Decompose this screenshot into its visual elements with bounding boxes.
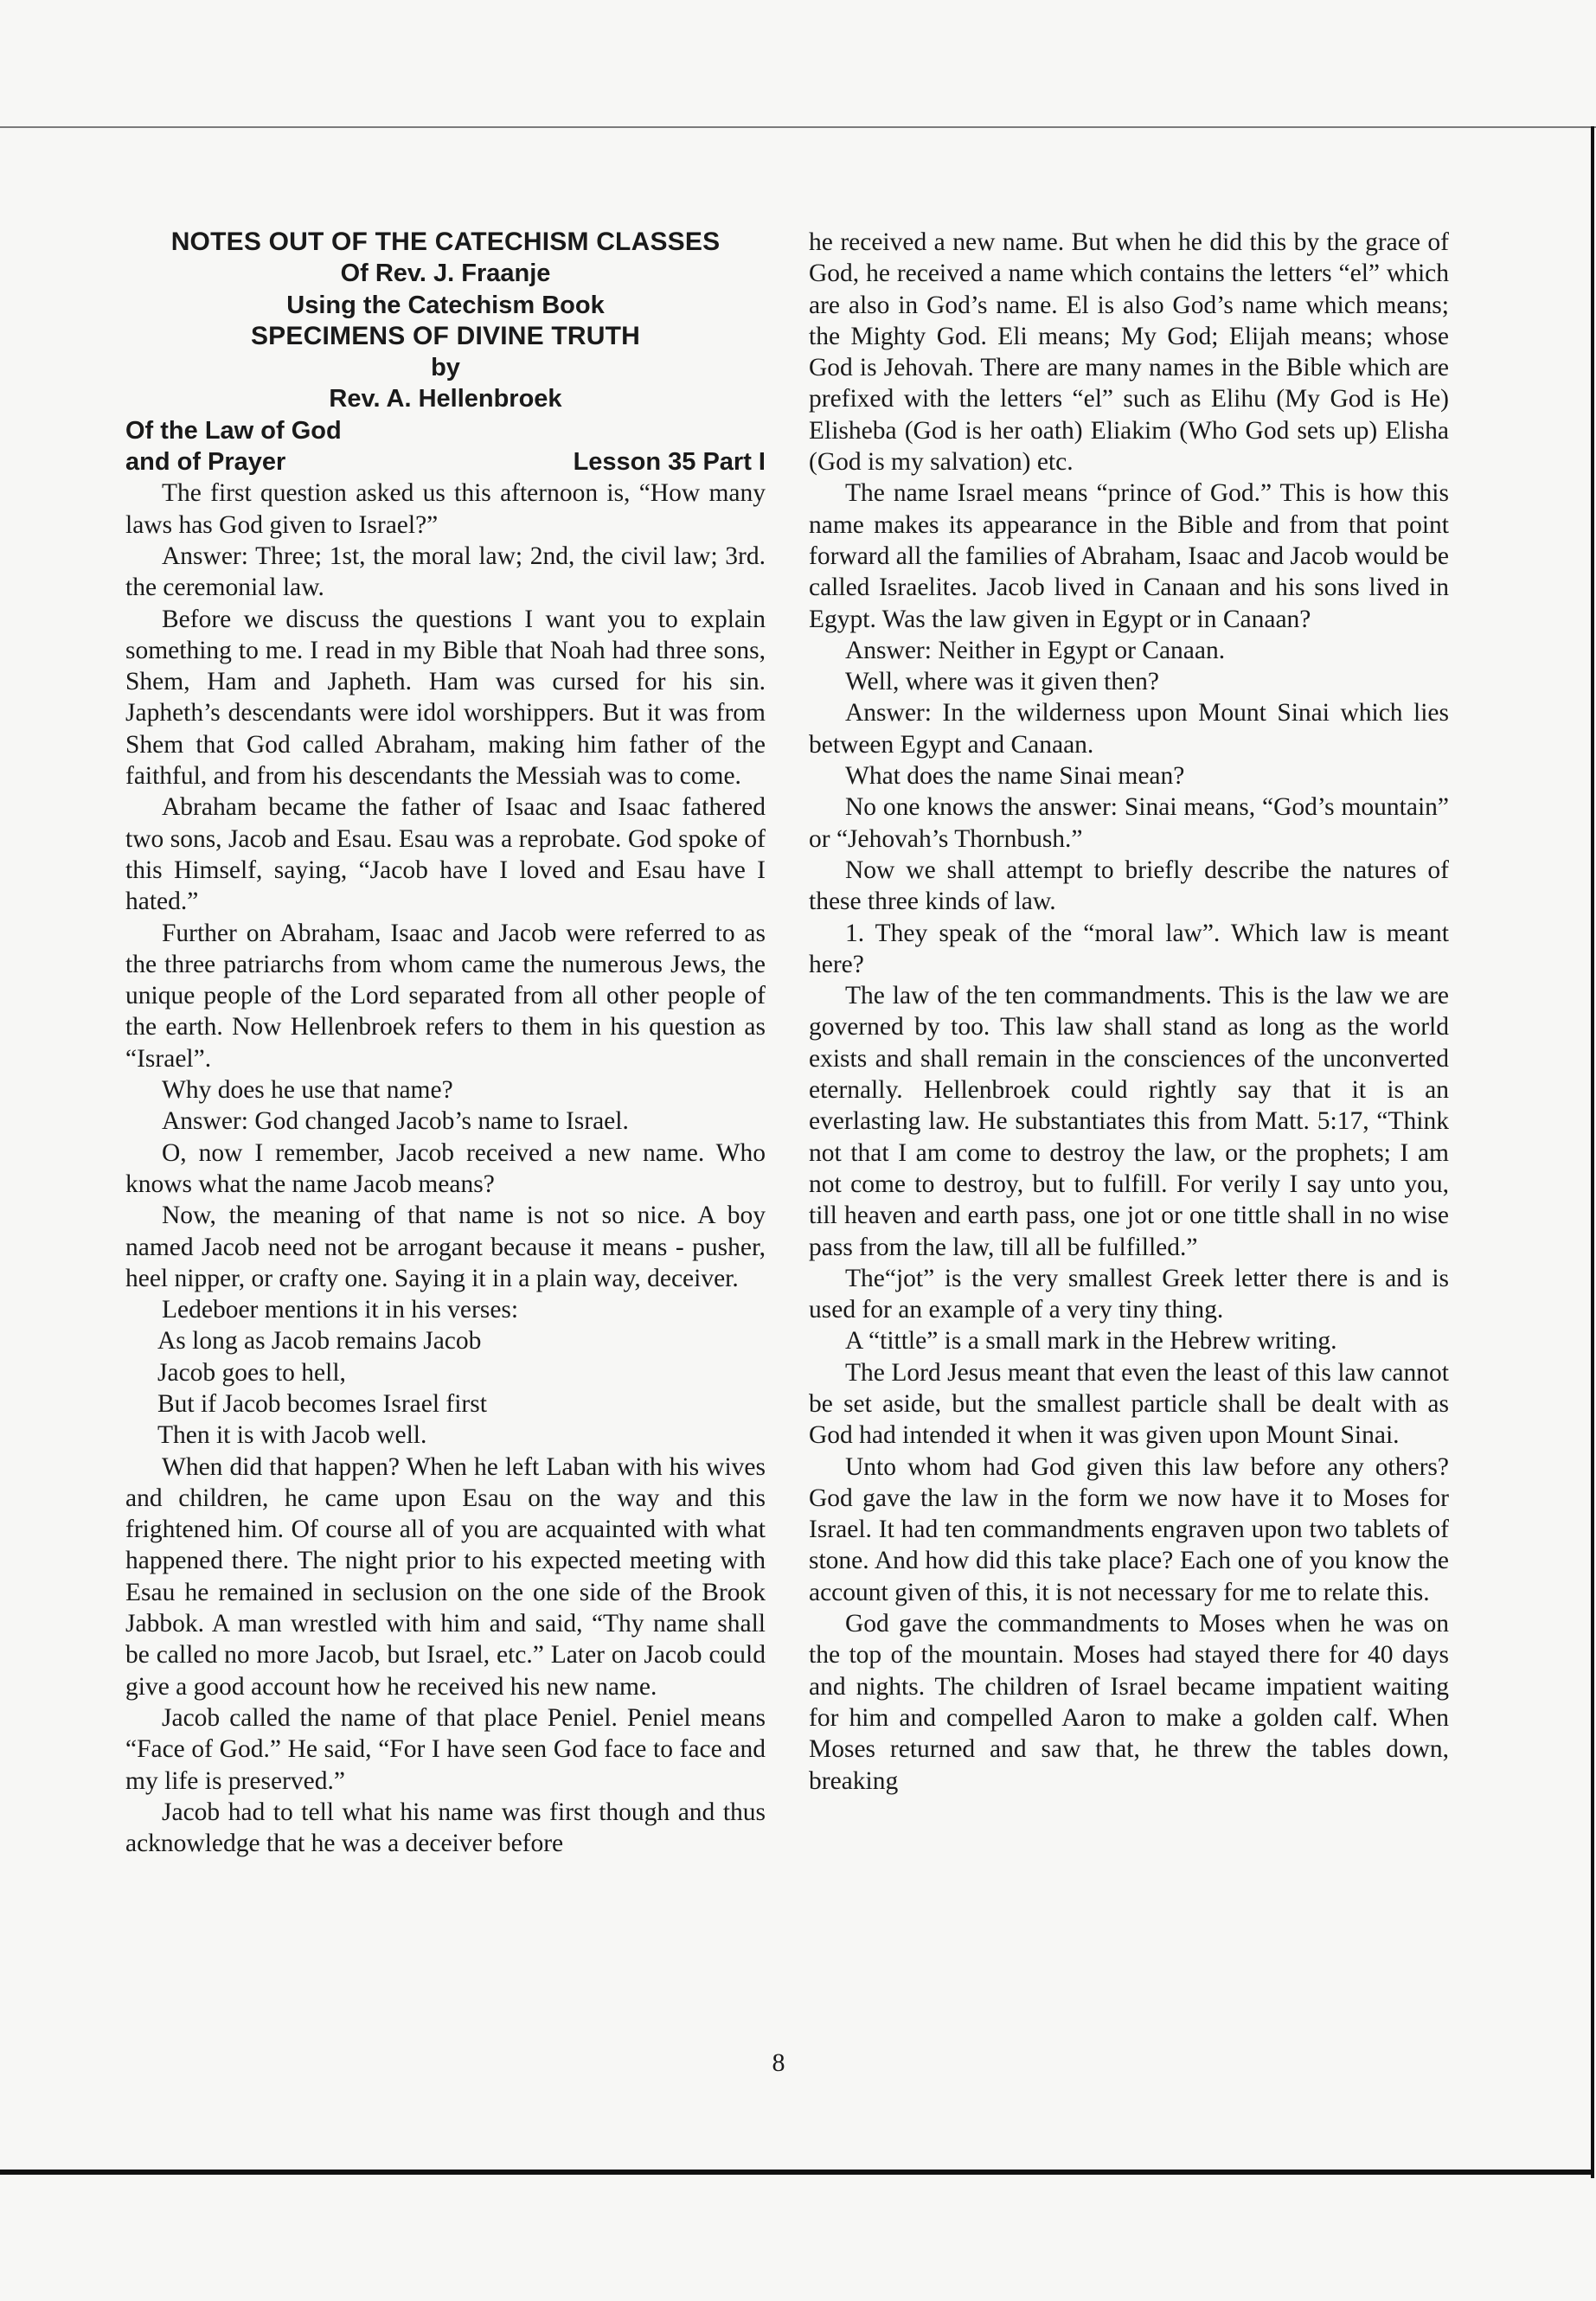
verse-line: Jacob goes to hell,	[157, 1358, 346, 1387]
paragraph: Further on Abraham, Isaac and Jacob were referred to as the three patriarchs from whom came the numerous Jews, the unique people of the Lord separated from all other people of the earth. Now Hellenbroek refers to them in his question as “Israel”.	[125, 919, 766, 1073]
lesson-label: Lesson 35 Part I	[573, 448, 766, 477]
paragraph: Why does he use that name?	[162, 1076, 453, 1105]
paragraph: Answer: Three; 1st, the moral law; 2nd, the civil law; 3rd. the ceremonial law.	[125, 542, 766, 602]
verse-line: As long as Jacob remains Jacob	[157, 1327, 482, 1356]
section-heading: Of the Law of God	[125, 416, 342, 445]
book-title: SPECIMENS OF DIVINE TRUTH	[250, 321, 641, 350]
paragraph: The Lord Jesus meant that even the least of this law cannot be set aside, but the smallest particle shall be dealt with as God had intended it when it was given upon Mount Sinai.	[809, 1358, 1449, 1450]
verse-line: Then it is with Jacob well.	[157, 1421, 427, 1450]
paragraph: Ledeboer mentions it in his verses:	[162, 1296, 519, 1324]
bottom-rule	[0, 2170, 1594, 2175]
byline-author: Of Rev. J. Fraanje	[340, 260, 551, 288]
paragraph: God gave the commandments to Moses when he was on the top of the mountain. Moses had stayed there for 40 days and nights. The children of Israel became impatient waiting for him and compelled Aaron to make a golden calf. When Moses returned and saw that, he threw the tables down, breaking	[809, 1610, 1449, 1795]
paragraph: Now, the meaning of that name is not so nice. A boy named Jacob need not be arrogant because it means - pusher, heel nipper, or crafty one. Saying it in a plain way, deceiver.	[125, 1202, 766, 1292]
paragraph: Jacob called the name of that place Peniel. Peniel means “Face of God.” He said, “For I have seen God face to face and my life is preserved.”	[125, 1703, 766, 1795]
paragraph: Answer: Neither in Egypt or Canaan.	[845, 636, 1226, 664]
paragraph: Jacob had to tell what his name was first though and thus acknowledge that he was a deceiver before	[125, 1798, 766, 1858]
right-column	[809, 227, 1449, 1797]
paragraph-continued: he received a new name. But when he did this by the grace of God, he received a name which contains the letters “el” which are also in God’s name. El is also God’s name which means; the Mighty God. Eli means; My God; Elijah means; whose God is Jehovah. There are many names in the Bible which are prefixed with the letters “el” such as Elihu (My God is He) Elisheba (God is her oath) Eliakim (Who God sets up) Elisha (God is my salvation) etc.	[809, 228, 1449, 477]
article-title: NOTES OUT OF THE CATECHISM CLASSES	[170, 228, 721, 256]
paragraph: The first question asked us this afternoon is, “How many laws has God given to Israel?”	[125, 479, 766, 539]
right-edge-rule	[1591, 126, 1594, 2178]
paragraph: What does the name Sinai mean?	[845, 762, 1185, 791]
paragraph: The“jot” is the very smallest Greek letter there is and is used for an example of a very tiny thing.	[809, 1264, 1449, 1324]
paragraph: Unto whom had God given this law before any others? God gave the law in the form we now have it to Moses for Israel. It had ten commandments engraven upon two tablets of stone. And how did this take place? Each one of you know the account given of this, it is not necessary for me to relate this.	[809, 1452, 1449, 1606]
paragraph: Abraham became the father of Isaac and Isaac fathered two sons, Jacob and Esau. Esau was a reprobate. God spoke of this Himself, saying, “Jacob have I loved and Esau have I hated.”	[125, 793, 766, 916]
verse-line: But if Jacob becomes Israel first	[157, 1389, 487, 1418]
top-rule	[0, 126, 1596, 128]
paragraph: A “tittle” is a small mark in the Hebrew writing.	[845, 1327, 1337, 1356]
left-column	[125, 227, 766, 1859]
paragraph: Answer: In the wilderness upon Mount Sinai which lies between Egypt and Canaan.	[809, 699, 1449, 759]
paragraph: O, now I remember, Jacob received a new name. Who knows what the name Jacob means?	[125, 1138, 766, 1198]
paragraph: Now we shall attempt to briefly describe the natures of these three kinds of law.	[809, 856, 1449, 916]
paragraph: 1. They speak of the “moral law”. Which law is meant here?	[809, 919, 1449, 978]
paragraph: No one knows the answer: Sinai means, “God’s mountain” or “Jehovah’s Thornbush.”	[809, 793, 1449, 853]
byline-book-usage: Using the Catechism Book	[286, 291, 605, 319]
lesson-line	[125, 446, 766, 478]
by-label: by	[431, 354, 460, 382]
book-author: Rev. A. Hellenbroek	[329, 385, 562, 413]
paragraph: When did that happen? When he left Laban with his wives and children, he came upon Esau on the way and this frightened him. Of course all of you are acquainted with what happened there. The night prior to his expected meeting with Esau he remained in seclusion on the one side of the Brook Jabbok. A man wrestled with him and said, “Thy name shall be called no more Jacob, but Israel, etc.” Later on Jacob could give a good account how he received his new name.	[125, 1452, 766, 1701]
paragraph: The law of the ten commandments. This is the law we are governed by too. This law shall stand as long as the world exists and shall remain in the consciences of the unconverted eternally. Hellenbroek could rightly say that it is an everlasting law. He substantiates this from Matt. 5:17, “Think not that I am come to destroy the law, or the prophets; I am not come to destroy, but to fulfill. For verily I say unto you, till heaven and earth pass, one jot or one tittle shall in no wise pass from the law, till all be fulfilled.”	[809, 982, 1449, 1261]
article-heading	[125, 227, 766, 415]
paragraph: The name Israel means “prince of God.” This is how this name makes its appearance in the Bible and from that point forward all the families of Abraham, Isaac and Jacob would be called Israelites. Jacob lived in Canaan and his sons lived in Egypt. Was the law given in Egypt or in Canaan?	[809, 479, 1449, 633]
page-number: 8	[772, 2048, 785, 2077]
paragraph: Answer: God changed Jacob’s name to Israel.	[162, 1107, 629, 1136]
paragraph: Before we discuss the questions I want you to explain something to me. I read in my Bible that Noah had three sons, Shem, Ham and Japheth. Ham was cursed for his sin. Japheth’s descendants were idol worshippers. But it was from Shem that God called Abraham, making him father of the faithful, and from his descendants the Messiah was to come.	[125, 605, 766, 791]
paragraph: Well, where was it given then?	[845, 668, 1159, 696]
section-heading-continued: and of Prayer	[125, 448, 286, 477]
